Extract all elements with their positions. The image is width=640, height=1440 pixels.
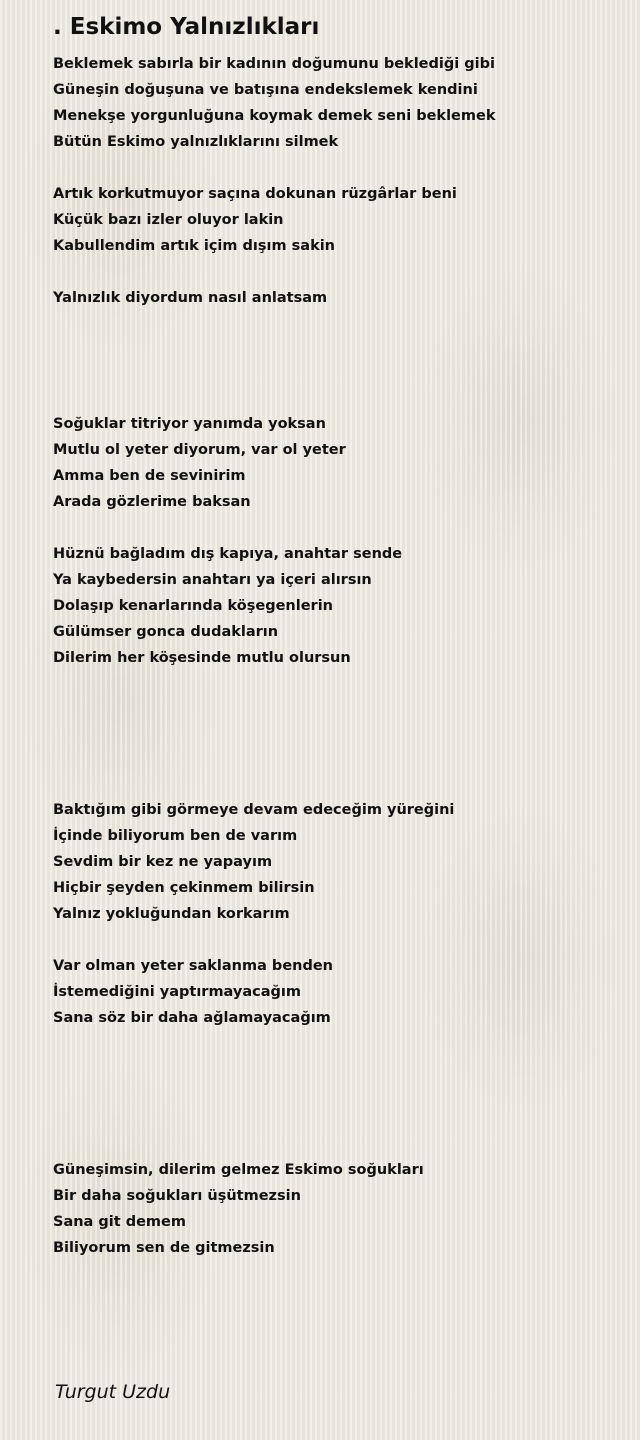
stanza-3 xyxy=(53,285,327,311)
poem-line: Gülümser gonca dudakların xyxy=(53,624,279,640)
poem-line: Güneşin doğuşuna ve batışına endekslemek kendini xyxy=(53,82,478,98)
poem-line: Hüznü bağladım dış kapıya, anahtar sende xyxy=(53,546,403,562)
stanza-7 xyxy=(53,953,333,1031)
poem-line: Sevdim bir kez ne yapayım xyxy=(53,854,273,870)
poem-line: Yalnız yokluğundan korkarım xyxy=(53,906,290,922)
stanza-6 xyxy=(53,797,454,927)
stanza-8 xyxy=(53,1157,424,1261)
poem-line: Bütün Eskimo yalnızlıklarını silmek xyxy=(53,134,339,150)
poem-title: . Eskimo Yalnızlıkları xyxy=(53,14,320,40)
poem-line: Arada gözlerime baksan xyxy=(53,494,251,510)
poem-line: İstemediğini yaptırmayacağım xyxy=(53,984,301,1000)
poem-line: Amma ben de sevinirim xyxy=(53,468,246,484)
stanza-2 xyxy=(53,181,457,259)
poem-line: Dilerim her köşesinde mutlu olursun xyxy=(53,650,351,666)
poem-line: Küçük bazı izler oluyor lakin xyxy=(53,212,284,228)
poem-line: Sana git demem xyxy=(53,1214,186,1230)
stanza-1 xyxy=(53,51,495,155)
poem-line: Biliyorum sen de gitmezsin xyxy=(53,1240,275,1256)
poem-line: Sana söz bir daha ağlamayacağım xyxy=(53,1010,331,1026)
poem-line: Artık korkutmuyor saçına dokunan rüzgârlar beni xyxy=(53,186,457,202)
poem-line: Soğuklar titriyor yanımda yoksan xyxy=(53,416,326,432)
poem-line: Menekşe yorgunluğuna koymak demek seni beklemek xyxy=(53,108,496,124)
poem-line: Baktığım gibi görmeye devam edeceğim yüreğini xyxy=(53,802,455,818)
poem-line: Güneşimsin, dilerim gelmez Eskimo soğukları xyxy=(53,1162,424,1178)
poem-line: Hiçbir şeyden çekinmem bilirsin xyxy=(53,880,315,896)
poem-line: İçinde biliyorum ben de varım xyxy=(53,828,298,844)
poem-line: Beklemek sabırla bir kadının doğumunu beklediği gibi xyxy=(53,56,495,72)
poem-line: Ya kaybedersin anahtarı ya içeri alırsın xyxy=(53,572,372,588)
poem-line: Mutlu ol yeter diyorum, var ol yeter xyxy=(53,442,346,458)
poem-line: Yalnızlık diyordum nasıl anlatsam xyxy=(53,290,328,306)
poem-line: Dolaşıp kenarlarında köşegenlerin xyxy=(53,598,334,614)
poem-line: Var olman yeter saklanma benden xyxy=(53,958,334,974)
poem-author: Turgut Uzdu xyxy=(55,1381,171,1403)
stanza-4 xyxy=(53,411,346,515)
poem-line: Bir daha soğukları üşütmezsin xyxy=(53,1188,301,1204)
stanza-5 xyxy=(53,541,402,671)
poem-line: Kabullendim artık içim dışım sakin xyxy=(53,238,336,254)
